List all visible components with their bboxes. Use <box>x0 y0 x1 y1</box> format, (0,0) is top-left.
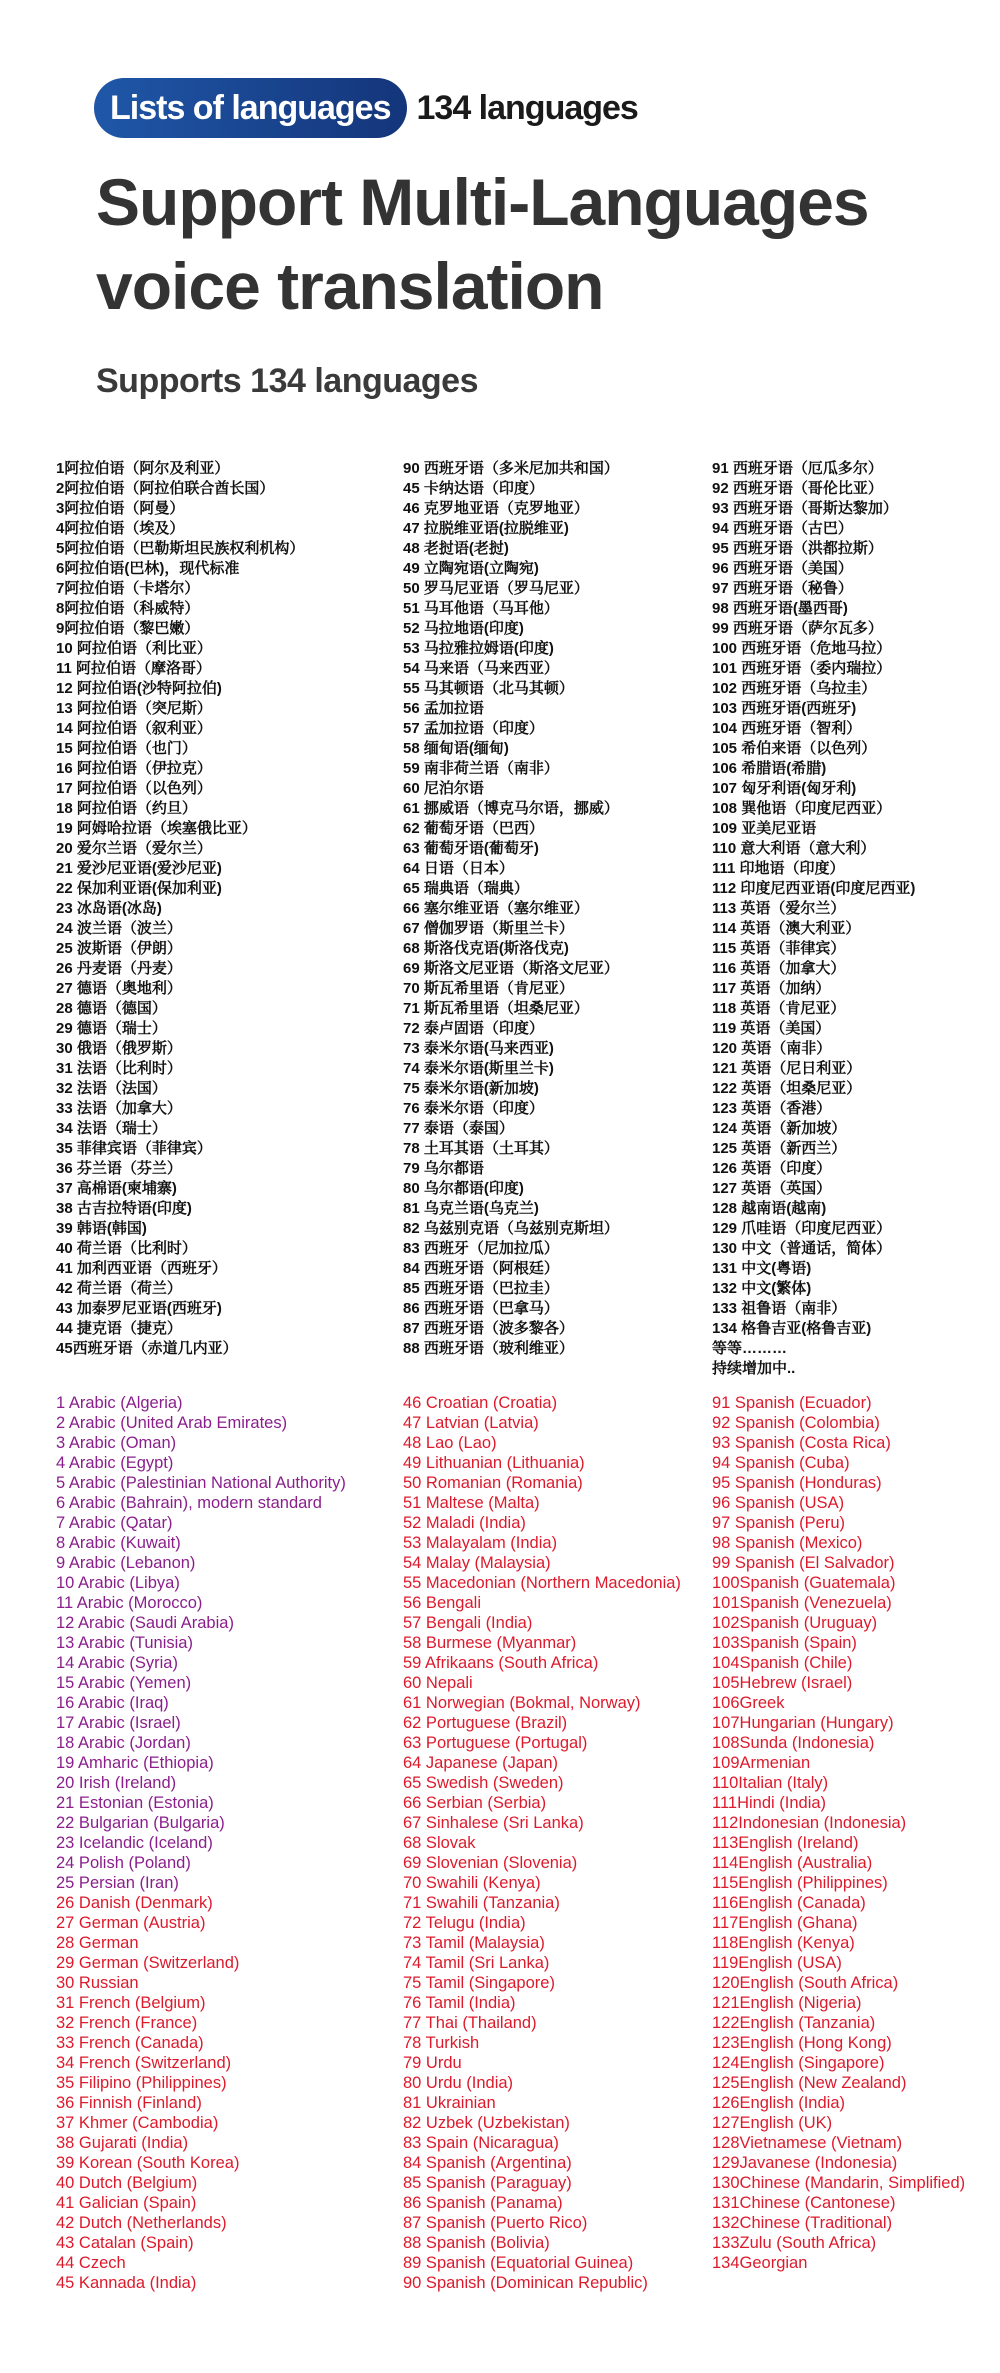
chinese-language-item: 59 南非荷兰语（南非） <box>403 760 559 777</box>
english-language-item: 21 Estonian (Estonia) <box>56 1794 214 1812</box>
english-language-item: 118English (Kenya) <box>712 1934 855 1952</box>
english-language-item: 92 Spanish (Colombia) <box>712 1414 880 1432</box>
english-language-item: 108Sunda (Indonesia) <box>712 1734 875 1752</box>
chinese-language-item: 2阿拉伯语（阿拉伯联合酋长国） <box>56 480 275 497</box>
english-language-item: 24 Polish (Poland) <box>56 1854 191 1872</box>
english-language-item: 1 Arabic (Algeria) <box>56 1394 183 1412</box>
chinese-language-item: 124 英语（新加坡） <box>712 1120 847 1137</box>
chinese-language-item: 68 斯洛伐克语(斯洛伐克) <box>403 940 569 957</box>
chinese-language-item: 74 泰米尔语(斯里兰卡) <box>403 1060 554 1077</box>
chinese-language-item: 103 西班牙语(西班牙) <box>712 700 857 717</box>
english-language-item: 115English (Philippines) <box>712 1874 888 1892</box>
chinese-language-item: 88 西班牙语（玻利维亚） <box>403 1340 574 1357</box>
english-language-item: 40 Dutch (Belgium) <box>56 2174 198 2192</box>
chinese-language-item: 95 西班牙语（洪都拉斯） <box>712 540 883 557</box>
english-language-item: 3 Arabic (Oman) <box>56 1434 177 1452</box>
chinese-language-item: 122 英语（坦桑尼亚） <box>712 1080 862 1097</box>
english-language-item: 53 Malayalam (India) <box>403 1534 558 1552</box>
header-row <box>94 78 638 138</box>
english-language-item: 78 Turkish <box>403 2034 480 2052</box>
english-language-item: 132Chinese (Traditional) <box>712 2214 893 2232</box>
chinese-language-item: 70 斯瓦希里语（肯尼亚） <box>403 980 574 997</box>
chinese-language-item: 109 亚美尼亚语 <box>712 820 817 837</box>
chinese-language-item: 79 乌尔都语 <box>403 1160 484 1177</box>
english-language-item: 10 Arabic (Libya) <box>56 1574 180 1592</box>
english-language-item: 63 Portuguese (Portugal) <box>403 1734 588 1752</box>
english-language-item: 29 German (Switzerland) <box>56 1954 240 1972</box>
english-language-item: 89 Spanish (Equatorial Guinea) <box>403 2254 634 2272</box>
chinese-language-item: 96 西班牙语（美国） <box>712 560 853 577</box>
english-language-item: 80 Urdu (India) <box>403 2074 514 2092</box>
english-language-item: 64 Japanese (Japan) <box>403 1754 559 1772</box>
chinese-language-item: 27 德语（奥地利） <box>56 980 182 997</box>
english-language-item: 111Hindi (India) <box>712 1794 827 1812</box>
chinese-language-item: 51 马耳他语（马耳他） <box>403 600 559 617</box>
english-language-item: 60 Nepali <box>403 1674 473 1692</box>
chinese-language-item: 117 英语（加纳） <box>712 980 831 997</box>
chinese-language-item: 31 法语（比利时） <box>56 1060 182 1077</box>
chinese-language-item: 119 英语（美国） <box>712 1020 831 1037</box>
chinese-language-item: 107 匈牙利语(匈牙利) <box>712 780 857 797</box>
chinese-language-item: 5阿拉伯语（巴勒斯坦民族权利机构） <box>56 540 305 557</box>
english-language-item: 126English (India) <box>712 2094 845 2112</box>
english-language-item: 27 German (Austria) <box>56 1914 206 1932</box>
chinese-language-item: 25 波斯语（伊朗） <box>56 940 182 957</box>
chinese-language-item: 102 西班牙语（乌拉圭） <box>712 680 877 697</box>
chinese-language-item: 94 西班牙语（古巴） <box>712 520 853 537</box>
english-language-item: 31 French (Belgium) <box>56 1994 206 2012</box>
chinese-language-item: 130 中文（普通话，简体） <box>712 1240 892 1257</box>
chinese-language-item: 72 泰卢固语（印度） <box>403 1020 544 1037</box>
english-language-item: 100Spanish (Guatemala) <box>712 1574 896 1592</box>
chinese-language-item: 21 爱沙尼亚语(爱沙尼亚) <box>56 860 222 877</box>
english-language-item: 22 Bulgarian (Bulgaria) <box>56 1814 225 1832</box>
chinese-language-item: 92 西班牙语（哥伦比亚） <box>712 480 883 497</box>
english-language-item: 70 Swahili (Kenya) <box>403 1874 541 1892</box>
english-language-item: 93 Spanish (Costa Rica) <box>712 1434 891 1452</box>
english-language-item: 91 Spanish (Ecuador) <box>712 1394 872 1412</box>
chinese-language-item: 45 卡纳达语（印度） <box>403 480 544 497</box>
english-language-item: 51 Maltese (Malta) <box>403 1494 540 1512</box>
english-language-item: 12 Arabic (Saudi Arabia) <box>56 1614 234 1632</box>
chinese-language-item: 126 英语（印度） <box>712 1160 832 1177</box>
chinese-language-item: 12 阿拉伯语(沙特阿拉伯) <box>56 680 222 697</box>
english-language-item: 65 Swedish (Sweden) <box>403 1774 564 1792</box>
english-language-item: 56 Bengali <box>403 1594 481 1612</box>
english-language-item: 134Georgian <box>712 2254 808 2272</box>
english-language-item: 105Hebrew (Israel) <box>712 1674 853 1692</box>
chinese-language-item: 82 乌兹别克语（乌兹别克斯坦） <box>403 1220 619 1237</box>
chinese-language-item: 58 缅甸语(缅甸) <box>403 740 509 757</box>
english-language-item: 102Spanish (Uruguay) <box>712 1614 878 1632</box>
english-language-item: 125English (New Zealand) <box>712 2074 907 2092</box>
english-language-item: 127English (UK) <box>712 2114 833 2132</box>
chinese-language-item: 116 英语（加拿大） <box>712 960 846 977</box>
chinese-language-item: 91 西班牙语（厄瓜多尔） <box>712 460 883 477</box>
chinese-language-item: 37 高棉语(柬埔寨) <box>56 1180 177 1197</box>
chinese-language-item: 8阿拉伯语（科威特） <box>56 600 200 617</box>
chinese-list-column-3 <box>712 459 915 1379</box>
chinese-language-item: 81 乌克兰语(乌克兰) <box>403 1200 539 1217</box>
chinese-language-item: 持续增加中.. <box>712 1360 796 1377</box>
chinese-language-item: 63 葡萄牙语(葡萄牙) <box>403 840 539 857</box>
chinese-language-item: 38 古吉拉特语(印度) <box>56 1200 192 1217</box>
english-language-item: 79 Urdu <box>403 2054 462 2072</box>
chinese-language-item: 121 英语（尼日利亚） <box>712 1060 862 1077</box>
english-language-item: 43 Catalan (Spain) <box>56 2234 194 2252</box>
english-language-item: 74 Tamil (Sri Lanka) <box>403 1954 550 1972</box>
english-language-item: 67 Sinhalese (Sri Lanka) <box>403 1814 584 1832</box>
chinese-language-item: 66 塞尔维亚语（塞尔维亚） <box>403 900 589 917</box>
chinese-language-item: 60 尼泊尔语 <box>403 780 484 797</box>
chinese-language-item: 34 法语（瑞士） <box>56 1120 167 1137</box>
chinese-language-item: 127 英语（英国） <box>712 1180 832 1197</box>
english-language-item: 61 Norwegian (Bokmal, Norway) <box>403 1694 641 1712</box>
chinese-language-item: 98 西班牙语(墨西哥) <box>712 600 848 617</box>
chinese-language-item: 84 西班牙语（阿根廷） <box>403 1260 559 1277</box>
english-language-item: 101Spanish (Venezuela) <box>712 1594 892 1612</box>
chinese-language-item: 11 阿拉伯语（摩洛哥） <box>56 660 212 677</box>
chinese-language-item: 46 克罗地亚语（克罗地亚） <box>403 500 589 517</box>
english-language-item: 72 Telugu (India) <box>403 1914 526 1932</box>
english-language-item: 45 Kannada (India) <box>56 2274 197 2292</box>
english-language-item: 18 Arabic (Jordan) <box>56 1734 191 1752</box>
page-subtitle: Supports 134 languages <box>96 362 478 400</box>
english-language-item: 131Chinese (Cantonese) <box>712 2194 896 2212</box>
english-language-item: 76 Tamil (India) <box>403 1994 516 2012</box>
english-language-item: 130Chinese (Mandarin, Simplified) <box>712 2174 966 2192</box>
chinese-language-item: 114 英语（澳大利亚） <box>712 920 861 937</box>
chinese-language-item: 99 西班牙语（萨尔瓦多） <box>712 620 883 637</box>
chinese-language-item: 15 阿拉伯语（也门） <box>56 740 197 757</box>
english-language-item: 32 French (France) <box>56 2014 198 2032</box>
chinese-language-item: 20 爱尔兰语（爱尔兰） <box>56 840 212 857</box>
chinese-language-item: 36 芬兰语（芬兰） <box>56 1160 182 1177</box>
english-language-item: 5 Arabic (Palestinian National Authority) <box>56 1474 346 1492</box>
english-language-item: 84 Spanish (Argentina) <box>403 2154 572 2172</box>
english-language-item: 37 Khmer (Cambodia) <box>56 2114 219 2132</box>
english-language-item: 73 Tamil (Malaysia) <box>403 1934 545 1952</box>
english-language-item: 82 Uzbek (Uzbekistan) <box>403 2114 570 2132</box>
english-language-item: 94 Spanish (Cuba) <box>712 1454 850 1472</box>
chinese-language-item: 47 拉脱维亚语(拉脱维亚) <box>403 520 569 537</box>
english-language-item: 34 French (Switzerland) <box>56 2054 232 2072</box>
english-language-item: 88 Spanish (Bolivia) <box>403 2234 550 2252</box>
chinese-language-item: 73 泰米尔语(马来西亚) <box>403 1040 554 1057</box>
english-language-item: 30 Russian <box>56 1974 139 1992</box>
chinese-language-item: 49 立陶宛语(立陶宛) <box>403 560 539 577</box>
english-language-item: 109Armenian <box>712 1754 811 1772</box>
english-language-item: 48 Lao (Lao) <box>403 1434 497 1452</box>
chinese-language-item: 120 英语（南非） <box>712 1040 832 1057</box>
chinese-language-item: 106 希腊语(希腊) <box>712 760 827 777</box>
english-language-item: 120English (South Africa) <box>712 1974 899 1992</box>
english-language-item: 11 Arabic (Morocco) <box>56 1594 203 1612</box>
english-language-item: 99 Spanish (El Salvador) <box>712 1554 895 1572</box>
english-language-item: 87 Spanish (Puerto Rico) <box>403 2214 588 2232</box>
chinese-language-item: 108 巽他语（印度尼西亚） <box>712 800 892 817</box>
english-language-item: 129Javanese (Indonesia) <box>712 2154 898 2172</box>
chinese-language-item: 115 英语（菲律宾） <box>712 940 846 957</box>
chinese-language-item: 43 加泰罗尼亚语(西班牙) <box>56 1300 222 1317</box>
chinese-language-item: 6阿拉伯语(巴林)，现代标准 <box>56 560 240 577</box>
english-language-item: 19 Amharic (Ethiopia) <box>56 1754 214 1772</box>
chinese-language-item: 4阿拉伯语（埃及） <box>56 520 185 537</box>
english-list-column-2 <box>403 1393 711 2293</box>
chinese-language-item: 57 孟加拉语（印度） <box>403 720 544 737</box>
chinese-list-column-1 <box>56 459 304 1359</box>
language-count-label: 134 languages <box>416 88 638 127</box>
english-language-item: 42 Dutch (Netherlands) <box>56 2214 227 2232</box>
chinese-language-item: 112 印度尼西亚语(印度尼西亚) <box>712 880 916 897</box>
english-language-item: 8 Arabic (Kuwait) <box>56 1534 181 1552</box>
english-language-item: 75 Tamil (Singapore) <box>403 1974 555 1992</box>
english-language-item: 133Zulu (South Africa) <box>712 2234 877 2252</box>
chinese-language-item: 78 土耳其语（土耳其） <box>403 1140 559 1157</box>
chinese-language-item: 105 希伯来语（以色列） <box>712 740 877 757</box>
english-language-item: 113English (Ireland) <box>712 1834 859 1852</box>
chinese-language-item: 133 祖鲁语（南非） <box>712 1300 847 1317</box>
english-language-item: 62 Portuguese (Brazil) <box>403 1714 568 1732</box>
english-language-item: 116English (Canada) <box>712 1894 866 1912</box>
english-language-item: 4 Arabic (Egypt) <box>56 1454 174 1472</box>
chinese-language-item: 28 德语（德国） <box>56 1000 167 1017</box>
chinese-language-item: 1阿拉伯语（阿尔及利亚） <box>56 460 230 477</box>
chinese-language-item: 50 罗马尼亚语（罗马尼亚） <box>403 580 589 597</box>
chinese-language-item: 等等……… <box>712 1340 788 1357</box>
english-language-item: 44 Czech <box>56 2254 126 2272</box>
english-language-item: 122English (Tanzania) <box>712 2014 876 2032</box>
chinese-language-item: 22 保加利亚语(保加利亚) <box>56 880 222 897</box>
english-language-item: 77 Thai (Thailand) <box>403 2014 537 2032</box>
chinese-language-item: 35 菲律宾语（菲律宾） <box>56 1140 212 1157</box>
english-language-item: 95 Spanish (Honduras) <box>712 1474 882 1492</box>
chinese-language-item: 80 乌尔都语(印度) <box>403 1180 524 1197</box>
chinese-language-item: 44 捷克语（捷克） <box>56 1320 182 1337</box>
chinese-language-item: 110 意大利语（意大利） <box>712 840 876 857</box>
chinese-language-item: 30 俄语（俄罗斯） <box>56 1040 182 1057</box>
chinese-language-item: 3阿拉伯语（阿曼） <box>56 500 185 517</box>
chinese-language-item: 45西班牙语（赤道几内亚） <box>56 1340 238 1357</box>
english-language-item: 106Greek <box>712 1694 785 1712</box>
english-language-item: 16 Arabic (Iraq) <box>56 1694 169 1712</box>
lists-of-languages-badge: Lists of languages <box>94 78 407 138</box>
chinese-language-item: 55 马其顿语（北马其顿） <box>403 680 574 697</box>
chinese-language-item: 76 泰米尔语（印度） <box>403 1100 544 1117</box>
chinese-language-item: 71 斯瓦希里语（坦桑尼亚） <box>403 1000 589 1017</box>
english-language-item: 58 Burmese (Myanmar) <box>403 1634 577 1652</box>
chinese-language-item: 75 泰米尔语(新加坡) <box>403 1080 539 1097</box>
english-language-item: 86 Spanish (Panama) <box>403 2194 563 2212</box>
english-language-item: 50 Romanian (Romania) <box>403 1474 583 1492</box>
english-language-item: 85 Spanish (Paraguay) <box>403 2174 572 2192</box>
english-language-item: 107Hungarian (Hungary) <box>712 1714 894 1732</box>
english-language-item: 41 Galician (Spain) <box>56 2194 197 2212</box>
chinese-language-item: 123 英语（香港） <box>712 1100 832 1117</box>
chinese-language-item: 52 马拉地语(印度) <box>403 620 524 637</box>
chinese-language-item: 104 西班牙语（智利） <box>712 720 862 737</box>
english-language-item: 28 German <box>56 1934 139 1952</box>
chinese-language-item: 90 西班牙语（多米尼加共和国） <box>403 460 619 477</box>
chinese-language-item: 97 西班牙语（秘鲁） <box>712 580 853 597</box>
chinese-language-item: 118 英语（肯尼亚） <box>712 1000 846 1017</box>
chinese-language-item: 67 僧伽罗语（斯里兰卡） <box>403 920 574 937</box>
chinese-language-item: 128 越南语(越南) <box>712 1200 827 1217</box>
english-language-item: 38 Gujarati (India) <box>56 2134 189 2152</box>
chinese-language-item: 129 爪哇语（印度尼西亚） <box>712 1220 892 1237</box>
english-language-item: 39 Korean (South Korea) <box>56 2154 240 2172</box>
english-language-item: 52 Maladi (India) <box>403 1514 526 1532</box>
english-language-item: 49 Lithuanian (Lithuania) <box>403 1454 585 1472</box>
chinese-language-item: 14 阿拉伯语（叙利亚） <box>56 720 212 737</box>
english-language-item: 59 Afrikaans (South Africa) <box>403 1654 599 1672</box>
chinese-language-item: 9阿拉伯语（黎巴嫩） <box>56 620 200 637</box>
english-language-item: 46 Croatian (Croatia) <box>403 1394 558 1412</box>
chinese-language-item: 125 英语（新西兰） <box>712 1140 847 1157</box>
english-language-item: 2 Arabic (United Arab Emirates) <box>56 1414 288 1432</box>
english-language-item: 20 Irish (Ireland) <box>56 1774 177 1792</box>
chinese-language-item: 53 马拉雅拉姆语(印度) <box>403 640 554 657</box>
chinese-language-item: 83 西班牙（尼加拉瓜） <box>403 1240 559 1257</box>
chinese-language-item: 113 英语（爱尔兰） <box>712 900 846 917</box>
english-language-item: 47 Latvian (Latvia) <box>403 1414 539 1432</box>
english-language-item: 9 Arabic (Lebanon) <box>56 1554 196 1572</box>
english-language-item: 66 Serbian (Serbia) <box>403 1794 547 1812</box>
english-language-item: 90 Spanish (Dominican Republic) <box>403 2274 648 2292</box>
english-language-item: 7 Arabic (Qatar) <box>56 1514 173 1532</box>
chinese-language-item: 131 中文(粤语) <box>712 1260 812 1277</box>
chinese-language-item: 32 法语（法国） <box>56 1080 167 1097</box>
chinese-language-item: 100 西班牙语（危地马拉） <box>712 640 892 657</box>
english-language-item: 121English (Nigeria) <box>712 1994 862 2012</box>
chinese-language-item: 48 老挝语(老挝) <box>403 540 509 557</box>
chinese-language-item: 23 冰岛语(冰岛) <box>56 900 162 917</box>
english-list-column-3 <box>712 1393 998 2273</box>
english-language-item: 57 Bengali (India) <box>403 1614 533 1632</box>
chinese-language-item: 77 泰语（泰国） <box>403 1120 514 1137</box>
english-language-item: 114English (Australia) <box>712 1854 873 1872</box>
english-language-item: 36 Finnish (Finland) <box>56 2094 202 2112</box>
chinese-language-item: 17 阿拉伯语（以色列） <box>56 780 212 797</box>
english-language-item: 103Spanish (Spain) <box>712 1634 857 1652</box>
english-language-item: 55 Macedonian (Northern Macedonia) <box>403 1574 681 1592</box>
chinese-language-item: 29 德语（瑞士） <box>56 1020 167 1037</box>
english-language-item: 15 Arabic (Yemen) <box>56 1674 192 1692</box>
english-language-item: 26 Danish (Denmark) <box>56 1894 213 1912</box>
chinese-language-item: 41 加利西亚语（西班牙） <box>56 1260 227 1277</box>
english-language-item: 71 Swahili (Tanzania) <box>403 1894 560 1912</box>
english-language-item: 33 French (Canada) <box>56 2034 204 2052</box>
chinese-language-item: 87 西班牙语（波多黎各） <box>403 1320 574 1337</box>
english-language-item: 119English (USA) <box>712 1954 842 1972</box>
english-language-item: 69 Slovenian (Slovenia) <box>403 1854 578 1872</box>
english-language-item: 128Vietnamese (Vietnam) <box>712 2134 903 2152</box>
chinese-language-item: 40 荷兰语（比利时） <box>56 1240 197 1257</box>
english-language-item: 35 Filipino (Philippines) <box>56 2074 227 2092</box>
chinese-language-item: 86 西班牙语（巴拿马） <box>403 1300 559 1317</box>
chinese-language-item: 56 孟加拉语 <box>403 700 484 717</box>
chinese-language-item: 18 阿拉伯语（约旦） <box>56 800 197 817</box>
chinese-language-item: 16 阿拉伯语（伊拉克） <box>56 760 212 777</box>
chinese-language-item: 61 挪威语（博克马尔语，挪威） <box>403 800 619 817</box>
english-language-item: 112Indonesian (Indonesia) <box>712 1814 907 1832</box>
chinese-list-column-2 <box>403 459 619 1359</box>
english-language-item: 13 Arabic (Tunisia) <box>56 1634 193 1652</box>
chinese-language-item: 42 荷兰语（荷兰） <box>56 1280 182 1297</box>
chinese-language-item: 10 阿拉伯语（利比亚） <box>56 640 212 657</box>
english-language-item: 117English (Ghana) <box>712 1914 858 1932</box>
chinese-language-item: 134 格鲁吉亚(格鲁吉亚) <box>712 1320 872 1337</box>
chinese-language-item: 7阿拉伯语（卡塔尔） <box>56 580 200 597</box>
chinese-language-item: 111 印地语（印度） <box>712 860 845 877</box>
english-language-item: 25 Persian (Iran) <box>56 1874 179 1892</box>
english-language-item: 97 Spanish (Peru) <box>712 1514 845 1532</box>
english-language-item: 68 Slovak <box>403 1834 476 1852</box>
chinese-language-item: 62 葡萄牙语（巴西） <box>403 820 544 837</box>
page-title: Support Multi-Languages voice translation <box>96 165 869 323</box>
english-language-item: 104Spanish (Chile) <box>712 1654 853 1672</box>
chinese-language-item: 39 韩语(韩国) <box>56 1220 147 1237</box>
chinese-language-item: 13 阿拉伯语（突尼斯） <box>56 700 212 717</box>
english-language-item: 23 Icelandic (Iceland) <box>56 1834 213 1852</box>
chinese-language-item: 93 西班牙语（哥斯达黎加） <box>712 500 898 517</box>
chinese-language-item: 33 法语（加拿大） <box>56 1100 182 1117</box>
chinese-language-item: 24 波兰语（波兰） <box>56 920 182 937</box>
english-language-item: 96 Spanish (USA) <box>712 1494 845 1512</box>
chinese-language-item: 101 西班牙语（委内瑞拉） <box>712 660 892 677</box>
english-language-item: 123English (Hong Kong) <box>712 2034 892 2052</box>
english-language-item: 83 Spain (Nicaragua) <box>403 2134 559 2152</box>
chinese-language-item: 26 丹麦语（丹麦） <box>56 960 182 977</box>
chinese-language-item: 54 马来语（马来西亚） <box>403 660 559 677</box>
chinese-language-item: 85 西班牙语（巴拉圭） <box>403 1280 559 1297</box>
english-language-item: 6 Arabic (Bahrain), modern standard <box>56 1494 322 1512</box>
english-language-item: 124English (Singapore) <box>712 2054 885 2072</box>
english-language-item: 14 Arabic (Syria) <box>56 1654 178 1672</box>
chinese-language-item: 64 日语（日本） <box>403 860 514 877</box>
chinese-language-item: 132 中文(繁体) <box>712 1280 812 1297</box>
english-language-item: 81 Ukrainian <box>403 2094 496 2112</box>
english-language-item: 98 Spanish (Mexico) <box>712 1534 863 1552</box>
chinese-language-item: 69 斯洛文尼亚语（斯洛文尼亚） <box>403 960 619 977</box>
chinese-language-item: 65 瑞典语（瑞典） <box>403 880 529 897</box>
english-language-item: 17 Arabic (Israel) <box>56 1714 181 1732</box>
english-language-item: 54 Malay (Malaysia) <box>403 1554 551 1572</box>
english-list-column-1 <box>56 1393 401 2293</box>
chinese-language-item: 19 阿姆哈拉语（埃塞俄比亚） <box>56 820 257 837</box>
english-language-item: 110Italian (Italy) <box>712 1774 829 1792</box>
